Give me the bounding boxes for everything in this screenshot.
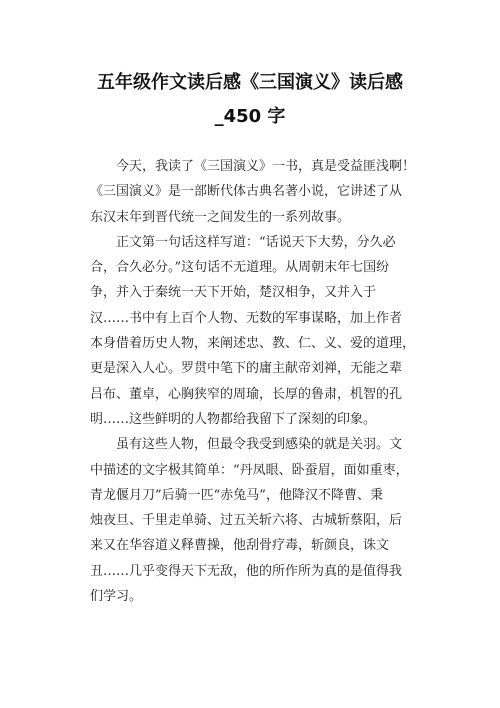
paragraph-2-line-4: 汉……书中有上百个人物、无数的军事谋略，加上作者 bbox=[90, 310, 403, 326]
paragraph-1-line-3: 东汉末年到晋代统一之间发生的一系列故事。 bbox=[90, 209, 351, 225]
paragraph-3-line-4: 烛夜旦、千里走单骑、过五关斩六将、古城斩蔡阳，后 bbox=[90, 513, 403, 529]
paragraph-1-line-2: 《三国演义》是一部断代体古典名著小说，它讲述了从 bbox=[90, 184, 403, 200]
paragraph-3-line-7: 们学习。 bbox=[90, 589, 143, 605]
title-line-2: _450 字 bbox=[214, 106, 286, 127]
paragraph-3-line-1: 虽有这些人物，但最令我受到感染的就是关羽。文 bbox=[116, 437, 403, 453]
paragraph-1-line-1: 今天，我读了《三国演义》一书，真是受益匪浅啊！ bbox=[116, 159, 416, 174]
paragraph-3-line-3: 青龙偃月刀”后骑一匹“赤兔马”，他降汉不降曹、秉 bbox=[90, 487, 383, 503]
paragraph-2-line-6: 更是深入人心。罗贯中笔下的庸主献帝刘禅，无能之辈 bbox=[90, 361, 403, 377]
paragraph-2-line-5: 本身借着历史人物，来阐述忠、教、仁、义、爱的道理， bbox=[90, 336, 416, 352]
paragraph-3-line-2: 中描述的文字极其简单：“丹凤眼、卧蚕眉，面如重枣， bbox=[90, 462, 409, 478]
title-line-1: 五年级作文读后感《三国演义》读后感 bbox=[97, 72, 403, 93]
paragraph-2-line-2: 合，合久必分。”这句话不无道理。从周朝末年七国纷 bbox=[90, 260, 390, 276]
document-body bbox=[90, 154, 420, 609]
paragraph-2-line-3: 争，并入于秦统一天下开始，楚汉相争，又并入于 bbox=[90, 285, 377, 301]
paragraph-2-line-1: 正文第一句话这样写道：“话说天下大势，分久必 bbox=[116, 234, 396, 250]
paragraph-3-line-5: 来又在华容道义释曹操，他刮骨疗毒，斩颜良，诛文 bbox=[90, 538, 390, 554]
paragraph-2-line-8: 明……这些鲜明的人物都给我留下了深刻的印象。 bbox=[90, 411, 377, 427]
paragraph-3-line-6: 丑……几乎变得天下无敌，他的所作所为真的是值得我 bbox=[90, 563, 403, 579]
paragraph-2-line-7: 吕布、董卓，心胸狭窄的周瑜，长厚的鲁肃，机智的孔 bbox=[90, 386, 403, 402]
document-title bbox=[60, 66, 440, 134]
